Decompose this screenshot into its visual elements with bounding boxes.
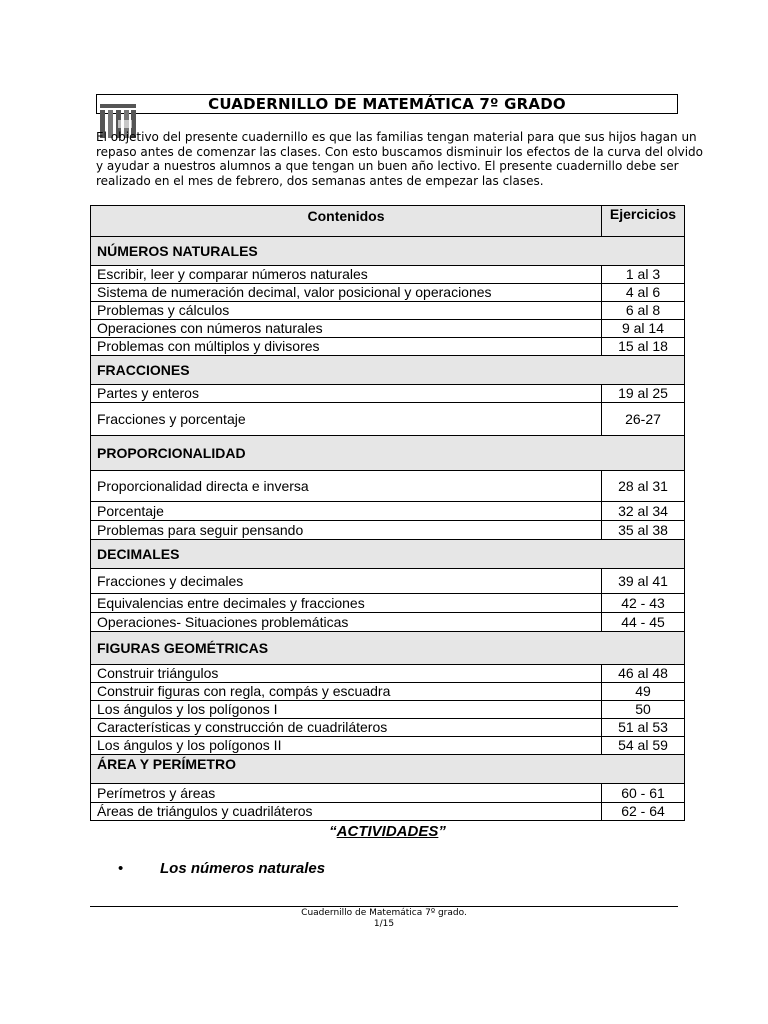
row-exercises: 1 al 3 xyxy=(602,266,685,284)
row-content: Problemas para seguir pensando xyxy=(91,521,602,540)
table-row xyxy=(91,737,685,755)
row-content: Operaciones- Situaciones problemáticas xyxy=(91,613,602,632)
document-title: CUADERNILLO DE MATEMÁTICA 7º GRADO xyxy=(96,94,678,114)
table-row xyxy=(91,569,685,594)
row-exercises: 6 al 8 xyxy=(602,302,685,320)
row-exercises: 60 - 61 xyxy=(602,784,685,803)
page-number: 1/15 xyxy=(373,919,395,929)
table-header-row xyxy=(91,206,685,237)
row-exercises: 4 al 6 xyxy=(602,284,685,302)
row-exercises: 54 al 59 xyxy=(602,737,685,755)
row-exercises: 44 - 45 xyxy=(602,613,685,632)
row-content: Construir figuras con regla, compás y escuadra xyxy=(91,683,602,701)
row-content: Problemas y cálculos xyxy=(91,302,602,320)
table-row xyxy=(91,302,685,320)
row-exercises: 39 al 41 xyxy=(602,569,685,594)
row-exercises: 62 - 64 xyxy=(602,803,685,821)
table-row xyxy=(91,471,685,502)
table-row xyxy=(91,338,685,356)
section-title: DECIMALES xyxy=(91,540,685,569)
section-row xyxy=(91,632,685,665)
row-exercises: 49 xyxy=(602,683,685,701)
row-exercises: 15 al 18 xyxy=(602,338,685,356)
table-row xyxy=(91,284,685,302)
row-exercises: 19 al 25 xyxy=(602,385,685,403)
row-content: Escribir, leer y comparar números naturales xyxy=(91,266,602,284)
row-content: Fracciones y porcentaje xyxy=(91,403,602,436)
table-row xyxy=(91,502,685,521)
header-contents: Contenidos xyxy=(91,206,602,237)
table-row xyxy=(91,521,685,540)
section-row xyxy=(91,755,685,784)
table-row xyxy=(91,320,685,338)
row-exercises: 46 al 48 xyxy=(602,665,685,683)
section-title: FIGURAS GEOMÉTRICAS xyxy=(91,632,685,665)
row-content: Fracciones y decimales xyxy=(91,569,602,594)
table-row xyxy=(91,719,685,737)
row-content: Perímetros y áreas xyxy=(91,784,602,803)
intro-paragraph: El objetivo del presente cuadernillo es que las familias tengan material para que sus hijos hagan un repaso antes de comenzar las clases. Con esto buscamos disminuir los efectos de la curva del olvido y ayudar a nuestros alumnos a que tengan un buen año lectivo. El presente cuadernillo debe ser realizado en el mes de febrero, dos semanas antes de empezar las clases. xyxy=(96,130,703,188)
table-row xyxy=(91,266,685,284)
row-content: Equivalencias entre decimales y fracciones xyxy=(91,594,602,613)
section-row xyxy=(91,436,685,471)
row-content: Problemas con múltiplos y divisores xyxy=(91,338,602,356)
row-exercises: 50 xyxy=(602,701,685,719)
close-quote: ” xyxy=(438,823,446,840)
list-item xyxy=(118,860,325,877)
row-exercises: 9 al 14 xyxy=(602,320,685,338)
row-content: Sistema de numeración decimal, valor posicional y operaciones xyxy=(91,284,602,302)
table-row xyxy=(91,613,685,632)
page-footer xyxy=(90,908,678,930)
footer-divider xyxy=(90,906,678,907)
row-exercises: 35 al 38 xyxy=(602,521,685,540)
table-row xyxy=(91,403,685,436)
row-exercises: 51 al 53 xyxy=(602,719,685,737)
activities-title: ACTIVIDADES xyxy=(336,823,439,840)
row-content: Los ángulos y los polígonos II xyxy=(91,737,602,755)
list-item-text: Los números naturales xyxy=(160,860,326,877)
table-row xyxy=(91,594,685,613)
table-row xyxy=(91,803,685,821)
header-exercises: Ejercicios xyxy=(602,206,685,237)
row-content: Áreas de triángulos y cuadriláteros xyxy=(91,803,602,821)
row-content: Porcentaje xyxy=(91,502,602,521)
footer-title: Cuadernillo de Matemática 7º grado. xyxy=(301,908,467,918)
open-quote: “ xyxy=(329,823,337,840)
row-content: Los ángulos y los polígonos I xyxy=(91,701,602,719)
section-row xyxy=(91,237,685,266)
table-row xyxy=(91,701,685,719)
table-row xyxy=(91,665,685,683)
contents-table xyxy=(90,205,685,821)
section-title: NÚMEROS NATURALES xyxy=(91,237,685,266)
row-exercises: 42 - 43 xyxy=(602,594,685,613)
section-title: FRACCIONES xyxy=(91,356,685,385)
row-content: Partes y enteros xyxy=(91,385,602,403)
row-exercises: 26-27 xyxy=(602,403,685,436)
activities-heading xyxy=(90,823,685,840)
section-row xyxy=(91,540,685,569)
section-title: ÁREA Y PERÍMETRO xyxy=(91,755,685,784)
row-content: Proporcionalidad directa e inversa xyxy=(91,471,602,502)
table-row xyxy=(91,784,685,803)
row-content: Características y construcción de cuadriláteros xyxy=(91,719,602,737)
table-row xyxy=(91,385,685,403)
section-title: PROPORCIONALIDAD xyxy=(91,436,685,471)
bullet-icon: • xyxy=(118,860,124,877)
section-row xyxy=(91,356,685,385)
row-exercises: 32 al 34 xyxy=(602,502,685,521)
row-exercises: 28 al 31 xyxy=(602,471,685,502)
row-content: Construir triángulos xyxy=(91,665,602,683)
row-content: Operaciones con números naturales xyxy=(91,320,602,338)
table-row xyxy=(91,683,685,701)
